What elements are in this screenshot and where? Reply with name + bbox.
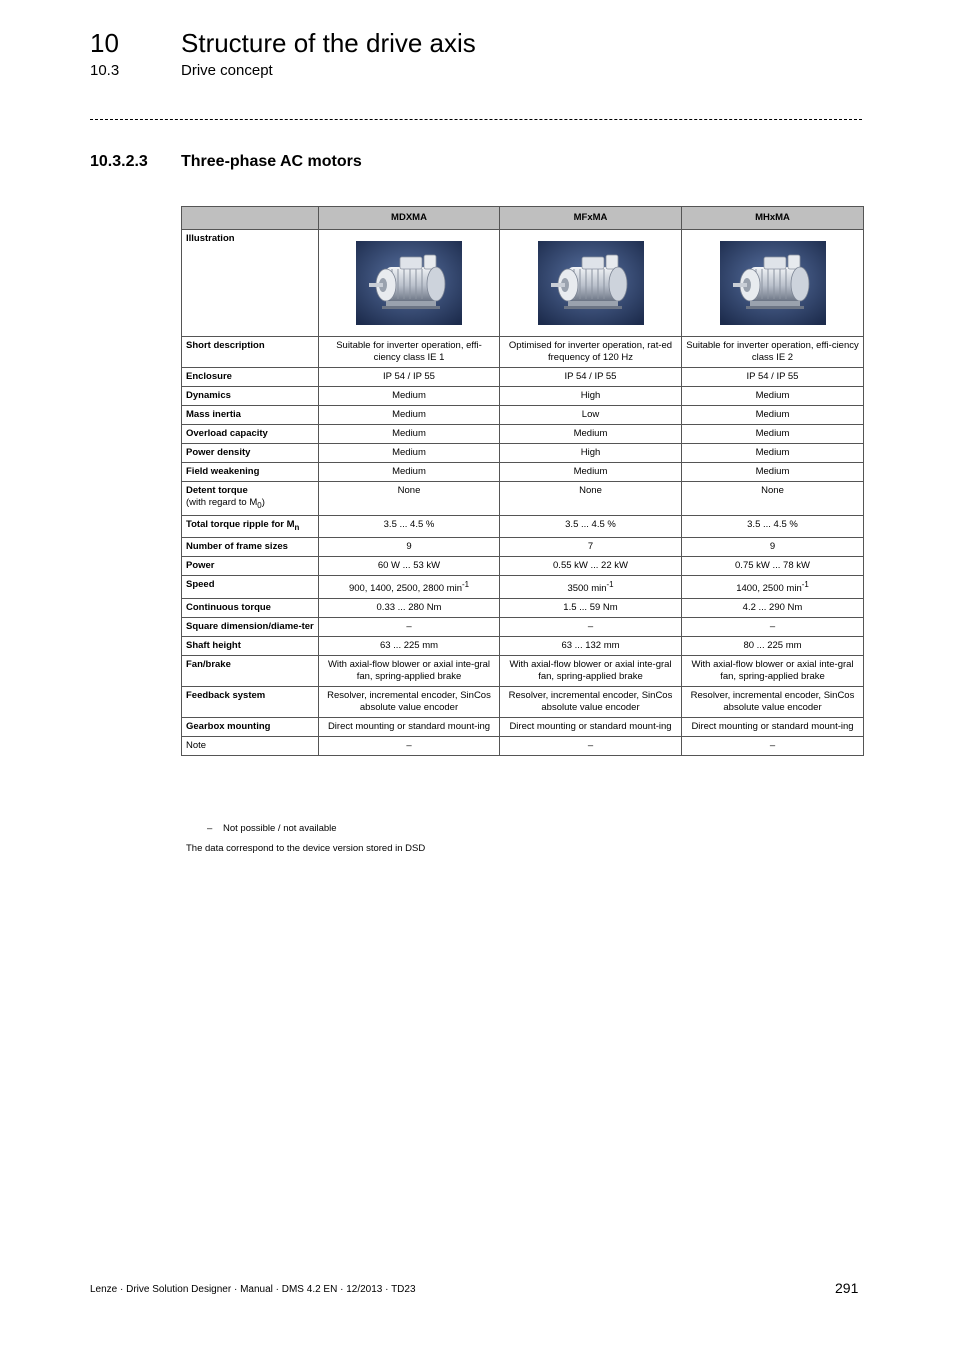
cell-value: Optimised for inverter operation, rat-ed frequency of 120 Hz (508, 340, 673, 363)
row-label (182, 537, 319, 556)
table-cell (682, 598, 864, 617)
row-label-text: Power density (186, 447, 251, 458)
row-label-text: Detent torque (186, 485, 248, 496)
cell-value: Direct mounting or standard mount-ing (327, 720, 491, 732)
cell-value: Direct mounting or standard mount-ing (509, 720, 672, 732)
motor-comparison-table (181, 206, 864, 756)
cell-value: – (587, 620, 594, 632)
table-cell (319, 387, 500, 406)
table-row (182, 575, 864, 598)
chapter-number: 10 (90, 28, 119, 58)
cell-value: Medium (392, 428, 426, 439)
row-label (182, 636, 319, 655)
table-cell (682, 368, 864, 387)
table-cell (500, 717, 682, 736)
table-cell (500, 686, 682, 717)
row-label: Illustration (182, 230, 319, 337)
cell-value: IP 54 / IP 55 (383, 371, 435, 382)
cell-value: None (579, 485, 602, 496)
table-cell (500, 736, 682, 755)
table-cell (319, 406, 500, 425)
table-cell (319, 598, 500, 617)
motor-photo-mhxma (720, 241, 826, 325)
row-label (182, 337, 319, 368)
cell-value: Medium (755, 428, 790, 439)
row-label (182, 556, 319, 575)
motor-illustration-cell (319, 230, 500, 337)
motor-illustration-cell (500, 230, 682, 337)
row-label (182, 717, 319, 736)
table-cell (500, 575, 682, 598)
table-cell (319, 425, 500, 444)
table-cell (682, 337, 864, 368)
cell-value: 3.5 ... 4.5 % (565, 518, 616, 530)
table-row (182, 617, 864, 636)
header-cell-mhxma: MHxMA (682, 207, 864, 230)
table-cell (500, 617, 682, 636)
row-label (182, 368, 319, 387)
row-label-text: Gearbox mounting (186, 720, 271, 732)
table-cell (500, 406, 682, 425)
table-cell (500, 337, 682, 368)
table-cell (682, 575, 864, 598)
motor-photo-mdxma (356, 241, 462, 325)
table-row (182, 425, 864, 444)
cell-value: Medium (392, 409, 426, 420)
footer-document-info: Lenze · Drive Solution Designer · Manual · DMS 4.2 EN · 12/2013 · TD23 (90, 1284, 416, 1295)
row-label-text: Continuous torque (186, 601, 271, 613)
table-cell (500, 387, 682, 406)
table-cell (319, 368, 500, 387)
row-label (182, 736, 319, 755)
table-cell (500, 655, 682, 686)
row-label (182, 575, 319, 598)
row-label-text: Enclosure (186, 371, 232, 382)
table-cell (319, 575, 500, 598)
table-cell (500, 515, 682, 537)
row-label (182, 406, 319, 425)
row-label-note-text: (with regard to M (186, 497, 258, 508)
table-cell (500, 425, 682, 444)
row-label-note (186, 497, 314, 512)
row-label (182, 463, 319, 482)
table-cell (319, 515, 500, 537)
table-cell (500, 463, 682, 482)
row-label-text: Shaft height (186, 639, 241, 651)
row-label (182, 444, 319, 463)
table-cell (319, 463, 500, 482)
row-label-text: Fan/brake (186, 658, 231, 670)
table-cell (319, 636, 500, 655)
table-row (182, 686, 864, 717)
cell-value: With axial-flow blower or axial inte-gral fan, spring-applied brake (327, 658, 491, 682)
cell-value: Resolver, incremental encoder, SinCos absolute value encoder (327, 689, 491, 713)
legend-dash: – (207, 823, 213, 834)
table-cell (319, 537, 500, 556)
data-source-note: The data correspond to the device version stored in DSD (186, 843, 426, 854)
table-row (182, 368, 864, 387)
row-label (182, 598, 319, 617)
cell-value: High (580, 390, 601, 401)
table-row (182, 387, 864, 406)
cell-value: Suitable for inverter operation, effi-ciency class IE 2 (686, 340, 859, 363)
table-row (182, 736, 864, 755)
cell-value: Resolver, incremental encoder, SinCos absolute value encoder (508, 689, 673, 713)
cell-value: 9 (769, 540, 776, 552)
cell-value: 7 (587, 540, 594, 552)
table-cell (682, 717, 864, 736)
header-cell-mfxma: MFxMA (500, 207, 682, 230)
table-cell (319, 736, 500, 755)
table-cell (319, 617, 500, 636)
cell-value: Suitable for inverter operation, effi-ciency class IE 1 (336, 340, 482, 363)
cell-value: Resolver, incremental encoder, SinCos absolute value encoder (690, 689, 855, 713)
cell-value: – (406, 620, 412, 632)
table-cell (319, 482, 500, 516)
table-row (182, 717, 864, 736)
cell-value: Medium (755, 409, 790, 420)
cell-value: Medium (755, 466, 790, 477)
table-row (182, 655, 864, 686)
cell-value: With axial-flow blower or axial inte-gral fan, spring-applied brake (509, 658, 672, 682)
row-label-text: Dynamics (186, 390, 231, 401)
cell-value: – (406, 739, 412, 751)
cell-value: None (397, 485, 421, 496)
table-cell (500, 482, 682, 516)
cell-value: 63 ... 225 mm (379, 639, 439, 651)
cell-value: IP 54 / IP 55 (564, 371, 617, 382)
table-row (182, 515, 864, 537)
table-cell (682, 406, 864, 425)
table-row (182, 556, 864, 575)
row-label (182, 655, 319, 686)
table-cell (682, 617, 864, 636)
header-cell-empty (182, 207, 319, 230)
cell-value: 0.75 kW ... 78 kW (735, 559, 810, 571)
row-label-text: Speed (186, 578, 215, 590)
row-label (182, 387, 319, 406)
row-label-text: Short description (186, 340, 265, 351)
table-row (182, 598, 864, 617)
motor-illustration-cell (682, 230, 864, 337)
cell-value: 1400, 2500 min (736, 582, 802, 594)
row-label-subscript: n (294, 522, 300, 532)
cell-value: None (761, 485, 784, 496)
cell-value: 63 ... 132 mm (561, 639, 620, 651)
cell-value: Medium (755, 390, 790, 401)
table-cell (319, 686, 500, 717)
table-cell (682, 444, 864, 463)
cell-value: 4.2 ... 290 Nm (742, 601, 803, 613)
row-label-text: Number of frame sizes (186, 540, 288, 552)
table-cell (319, 717, 500, 736)
table-row-illustration (182, 230, 864, 337)
row-label-text: Note (186, 739, 207, 751)
chapter-title: Structure of the drive axis (181, 28, 476, 58)
cell-value: Low (581, 409, 600, 420)
row-label (182, 482, 319, 516)
cell-value: 1.5 ... 59 Nm (563, 601, 618, 613)
table-cell (319, 556, 500, 575)
table-cell (682, 636, 864, 655)
cell-value: 3.5 ... 4.5 % (383, 518, 435, 530)
cell-value: Medium (755, 447, 790, 458)
table-cell (682, 556, 864, 575)
row-label (182, 617, 319, 636)
table-row (182, 406, 864, 425)
row-label-text: Mass inertia (186, 409, 241, 420)
row-label-text: Feedback system (186, 689, 266, 701)
table-cell (682, 425, 864, 444)
row-label-text: Power (186, 559, 215, 571)
table-row (182, 444, 864, 463)
table-cell (682, 515, 864, 537)
cell-value: Medium (573, 466, 608, 477)
table-cell (500, 537, 682, 556)
subsection-title: Three-phase AC motors (181, 153, 362, 170)
table-row (182, 636, 864, 655)
cell-value: 9 (406, 540, 412, 552)
cell-value: Direct mounting or standard mount-ing (691, 720, 854, 732)
table-cell (682, 463, 864, 482)
table-cell (682, 387, 864, 406)
table-row (182, 482, 864, 516)
table-cell (682, 686, 864, 717)
table-cell (500, 368, 682, 387)
row-label-note-subscript: 0 (257, 500, 262, 510)
cell-superscript: -1 (462, 579, 470, 589)
row-label (182, 515, 319, 537)
cell-value: – (587, 739, 594, 751)
cell-superscript: -1 (606, 579, 614, 589)
cell-value: 3.5 ... 4.5 % (747, 518, 798, 530)
cell-value: Medium (392, 466, 426, 477)
cell-value: 3500 min (567, 582, 607, 594)
subsection-number: 10.3.2.3 (90, 153, 148, 170)
cell-value: 0.55 kW ... 22 kW (553, 559, 628, 571)
cell-value: Medium (392, 447, 426, 458)
header-cell-mdxma: MDXMA (319, 207, 500, 230)
cell-value: High (580, 447, 601, 458)
row-label-text: Square dimension/diame-ter (186, 620, 314, 632)
cell-value: 0.33 ... 280 Nm (376, 601, 442, 613)
cell-value: With axial-flow blower or axial inte-gral fan, spring-applied brake (691, 658, 854, 682)
row-label-note-end: ) (261, 497, 265, 508)
table-cell (682, 482, 864, 516)
table-cell (500, 636, 682, 655)
cell-value: Medium (392, 390, 426, 401)
cell-value: – (769, 739, 776, 751)
row-label (182, 686, 319, 717)
cell-value: 900, 1400, 2500, 2800 min (348, 582, 462, 594)
table-header-row (182, 207, 864, 230)
table-row (182, 337, 864, 368)
table-cell (319, 655, 500, 686)
table-cell (682, 655, 864, 686)
table-cell (319, 444, 500, 463)
cell-superscript: -1 (801, 579, 809, 589)
table-cell (682, 537, 864, 556)
legend-text: Not possible / not available (223, 823, 337, 834)
table-row (182, 463, 864, 482)
cell-value: IP 54 / IP 55 (746, 371, 799, 382)
table-cell (500, 444, 682, 463)
dashed-divider (90, 119, 862, 120)
cell-value: – (769, 620, 776, 632)
table-row (182, 537, 864, 556)
page-number: 291 (835, 1280, 859, 1296)
table-cell (682, 736, 864, 755)
table-cell (500, 598, 682, 617)
row-label-text: Field weakening (186, 466, 260, 477)
section-title: Drive concept (181, 62, 273, 79)
table-cell (500, 556, 682, 575)
row-label-text: Total torque ripple for M (186, 518, 295, 530)
row-label-text: Overload capacity (186, 428, 268, 439)
cell-value: 60 W ... 53 kW (377, 559, 441, 571)
cell-value: Medium (573, 428, 608, 439)
motor-photo-mfxma (538, 241, 644, 325)
row-label (182, 425, 319, 444)
table-cell (319, 337, 500, 368)
cell-value: 80 ... 225 mm (743, 639, 802, 651)
section-number: 10.3 (90, 62, 120, 79)
